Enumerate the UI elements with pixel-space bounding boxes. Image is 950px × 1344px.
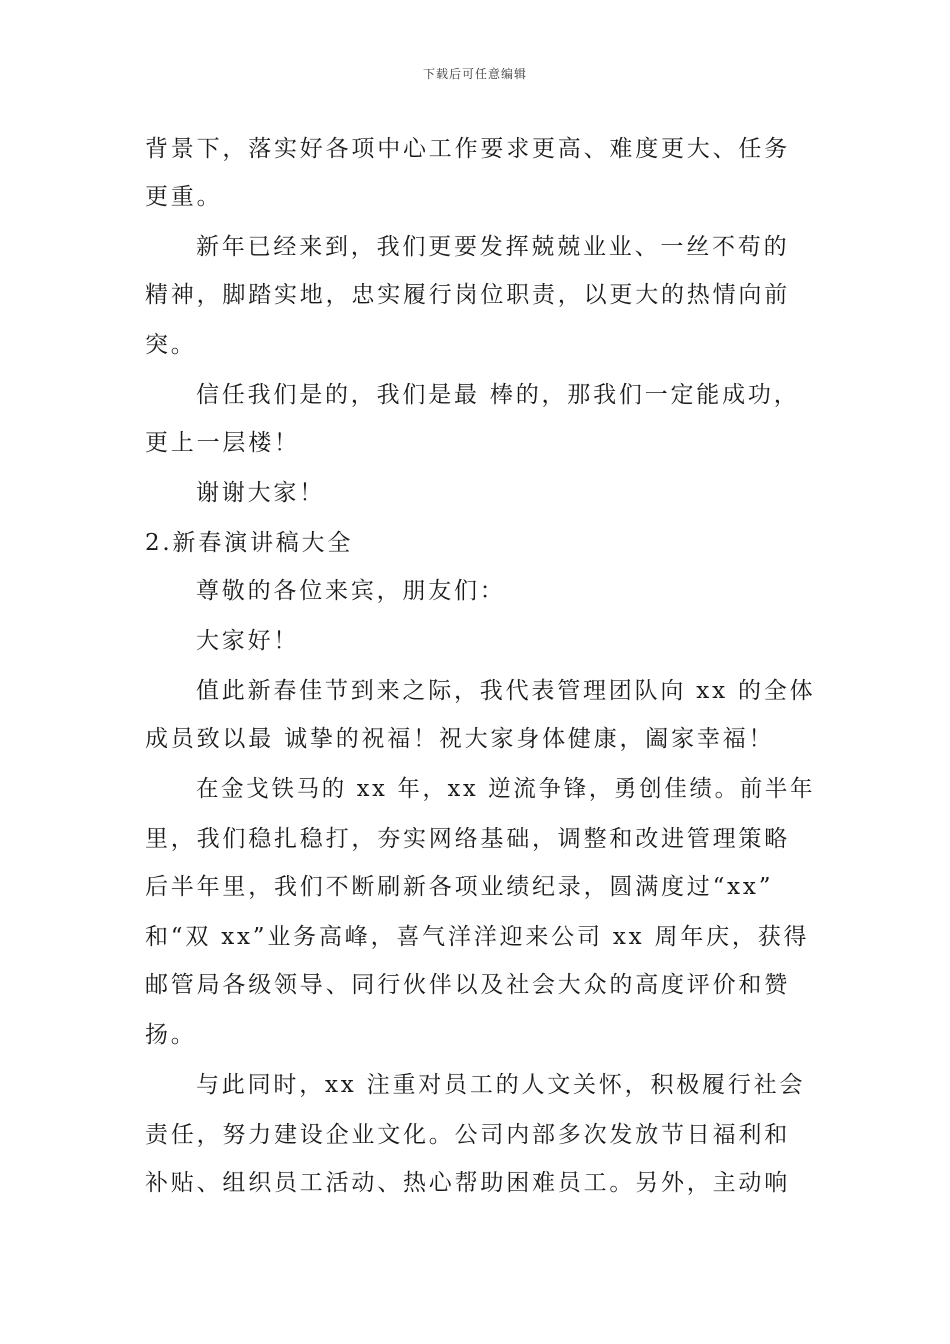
text-line: 谢谢大家！: [196, 480, 325, 506]
text-line: 与此同时，xx 注重对员工的人文关怀，积极履行社会: [196, 1072, 806, 1098]
text-line: 成员致以最 诚挚的祝福！祝大家身体健康，阖家幸福！: [145, 726, 775, 752]
text-line: 和“双 xx”业务高峰，喜气洋洋迎来公司 xx 周年庆，获得: [145, 924, 810, 950]
text-line: 背景下，落实好各项中心工作要求更高、难度更大、任务: [145, 136, 790, 162]
text-line: 新年已经来到，我们更要发挥兢兢业业、一丝不苟的: [196, 234, 790, 260]
text-line: 更上一层楼！: [145, 430, 300, 456]
text-line: 后半年里，我们不断刷新各项业绩纪录，圆满度过“xx”: [145, 874, 774, 900]
text-line: 补贴、组织员工活动、热心帮助困难员工。另外，主动响: [145, 1170, 790, 1196]
text-line: 信任我们是的，我们是最 棒的，那我们一定能成功，: [196, 382, 800, 408]
section-heading: 2.新春演讲稿大全: [145, 530, 354, 556]
text-line: 更重。: [145, 184, 223, 210]
text-line: 责任，努力建设企业文化。公司内部多次发放节日福利和: [145, 1122, 790, 1148]
text-line: 扬。: [145, 1022, 197, 1048]
text-line: 大家好！: [196, 628, 300, 654]
text-line: 在金戈铁马的 xx 年，xx 逆流争锋，勇创佳绩。前半年: [196, 776, 816, 802]
text-line: 精神，脚踏实地，忠实履行岗位职责，以更大的热情向前: [145, 282, 790, 308]
text-line: 值此新春佳节到来之际，我代表管理团队向 xx 的全体: [196, 678, 816, 704]
page-header: 下载后可任意编辑: [422, 67, 527, 81]
text-line: 邮管局各级领导、同行伙伴以及社会大众的高度评价和赞: [145, 972, 790, 998]
text-line: 突。: [145, 332, 197, 358]
text-line: 尊敬的各位来宾，朋友们：: [196, 578, 506, 604]
text-line: 里，我们稳扎稳打，夯实网络基础，调整和改进管理策略: [145, 826, 790, 852]
